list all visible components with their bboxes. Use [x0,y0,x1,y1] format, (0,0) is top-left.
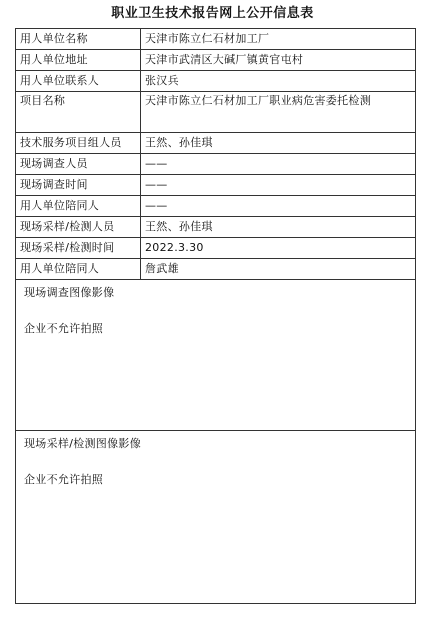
table-row [16,50,416,71]
row-label: 用人单位联系人 [16,71,141,92]
sampling-image-heading: 现场采样/检测图像影像 [24,437,142,450]
survey-image-area [20,281,411,429]
row-value: 王然、孙佳琪 [141,133,416,154]
sampling-image-row [16,431,416,604]
table-row [16,29,416,50]
row-label: 项目名称 [16,92,141,133]
row-value: 天津市陈立仁石材加工厂职业病危害委托检测 [141,92,416,133]
info-table [15,28,416,604]
table-row [16,238,416,259]
table-row [16,196,416,217]
row-value: 詹武雄 [141,259,416,280]
row-value: 王然、孙佳琪 [141,217,416,238]
table-row [16,71,416,92]
row-label: 现场调查时间 [16,175,141,196]
row-value: —— [141,175,416,196]
row-value: 天津市武清区大碱厂镇黄官屯村 [141,50,416,71]
table-row [16,92,416,133]
row-label: 用人单位名称 [16,29,141,50]
survey-image-note: 企业不允许拍照 [24,322,104,335]
row-label: 用人单位陪同人 [16,259,141,280]
row-label: 技术服务项目组人员 [16,133,141,154]
row-value: 2022.3.30 [141,238,416,259]
row-value: 张汉兵 [141,71,416,92]
sampling-image-cell [16,431,416,604]
row-label: 现场采样/检测人员 [16,217,141,238]
survey-image-cell [16,280,416,431]
table-row [16,133,416,154]
row-value: 天津市陈立仁石材加工厂 [141,29,416,50]
row-label: 用人单位地址 [16,50,141,71]
table-row [16,217,416,238]
survey-image-row [16,280,416,431]
table-row [16,154,416,175]
table-row [16,259,416,280]
table-row [16,175,416,196]
sampling-image-area [20,432,411,602]
row-label: 现场调查人员 [16,154,141,175]
row-label: 用人单位陪同人 [16,196,141,217]
survey-image-heading: 现场调查图像影像 [24,286,115,299]
sampling-image-note: 企业不允许拍照 [24,473,104,486]
document-title: 职业卫生技术报告网上公开信息表 [111,6,314,21]
row-value: —— [141,154,416,175]
row-value: —— [141,196,416,217]
row-label: 现场采样/检测时间 [16,238,141,259]
